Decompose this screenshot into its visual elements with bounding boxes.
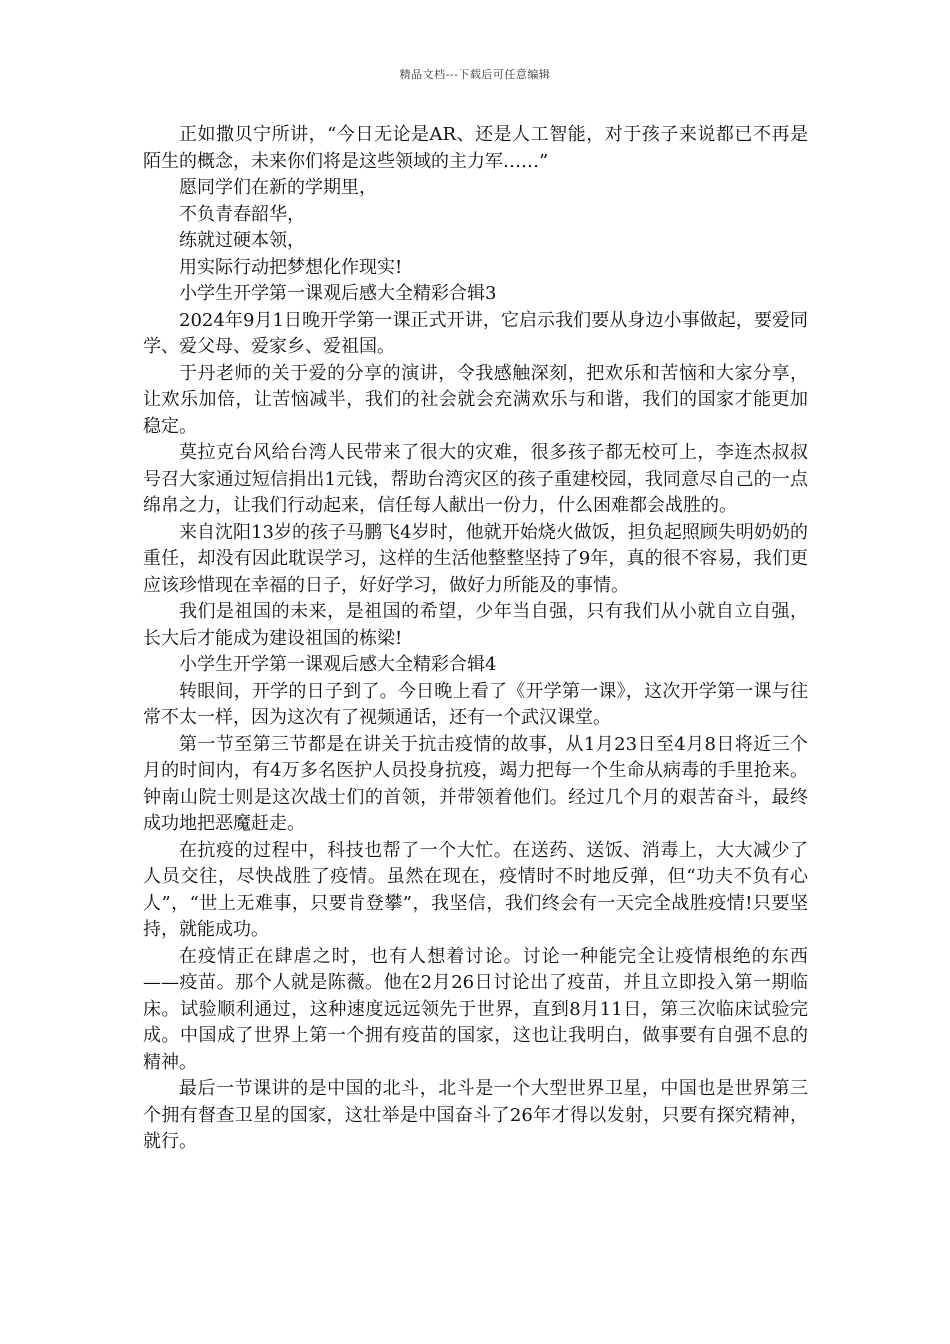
verse-line: 练就过硬本领， (179, 230, 305, 251)
paragraph: 在抗疫的过程中，科技也帮了一个大忙。在送药、送饭、消毒上，大大减少了人员交往，尽快战胜了疫情。虽然在现在，疫情时不时地反弹，但“功夫不负有心人”，“世上无难事，只要肯登攀”，我坚信，我们终会有一天完全战胜疫情!只要坚持，就能成功。 (143, 839, 808, 940)
paragraph: 正如撒贝宁所讲，“今日无论是AR、还是人工智能，对于孩子来说都已不再是陌生的概念，未来你们将是这些领域的主力军……” (143, 124, 808, 172)
paragraph: 我们是祖国的未来，是祖国的希望，少年当自强，只有我们从小就自立自强，长大后才能成为建设祖国的栋梁! (143, 601, 808, 649)
paragraph: 于丹老师的关于爱的分享的演讲，令我感触深刻，把欢乐和苦恼和大家分享，让欢乐加倍，让苦恼减半，我们的社会就会充满欢乐与和谐，我们的国家才能更加稳定。 (143, 362, 808, 437)
paragraph: 莫拉克台风给台湾人民带来了很大的灾难，很多孩子都无校可上，李连杰叔叔号召大家通过短信捐出1元钱，帮助台湾灾区的孩子重建校园，我同意尽自己的一点绵帛之力，让我们行动起来，信任每人献出一份力，什么困难都会战胜的。 (143, 442, 808, 516)
verse-line: 不负青春韶华， (179, 203, 305, 225)
page-header: 精品文档---下载后可任意编辑 (399, 68, 551, 81)
section-heading: 小学生开学第一课观后感大全精彩合辑4 (179, 654, 497, 675)
paragraph: 转眼间，开学的日子到了。今日晚上看了《开学第一课》，这次开学第一课与往常不太一样，因为这次有了视频通话，还有一个武汉课堂。 (143, 680, 808, 728)
section-heading: 小学生开学第一课观后感大全精彩合辑3 (179, 283, 497, 304)
document-body (143, 122, 808, 1156)
paragraph: 来自沈阳13岁的孩子马鹏飞4岁时，他就开始烧火做饭，担负起照顾失明奶奶的重任，却没有因此耽误学习，这样的生活他整整坚持了9年，真的很不容易，我们更应该珍惜现在幸福的日子，好好学习，做好力所能及的事情。 (143, 521, 808, 596)
verse-line: 愿同学们在新的学期里， (179, 177, 377, 198)
paragraph: 在疫情正在肆虐之时，也有人想着讨论。讨论一种能完全让疫情根绝的东西——疫苗。那个人就是陈薇。他在2月26日讨论出了疫苗，并且立即投入第一期临床。试验顺利通过，这种速度远远领先于世界，直到8月11日，第三次临床试验完成。中国成了世界上第一个拥有疫苗的国家，这也让我明白，做事要有自强不息的精神。 (143, 945, 808, 1073)
paragraph: 2024年9月1日晚开学第一课正式开讲，它启示我们要从身边小事做起，要爱同学、爱父母、爱家乡、爱祖国。 (143, 309, 808, 357)
paragraph: 最后一节课讲的是中国的北斗，北斗是一个大型世界卫星，中国也是世界第三个拥有督查卫星的国家，这壮举是中国奋斗了26年才得以发射，只要有探究精神，就行。 (143, 1078, 808, 1152)
verse-line: 用实际行动把梦想化作现实! (179, 256, 403, 278)
paragraph: 第一节至第三节都是在讲关于抗击疫情的故事，从1月23日至4月8日将近三个月的时间内，有4万多名医护人员投身抗疫，竭力把每一个生命从病毒的手里抢来。钟南山院士则是这次战士们的首领，并带领着他们。经过几个月的艰苦奋斗，最终成功地把恶魔赶走。 (143, 733, 808, 834)
